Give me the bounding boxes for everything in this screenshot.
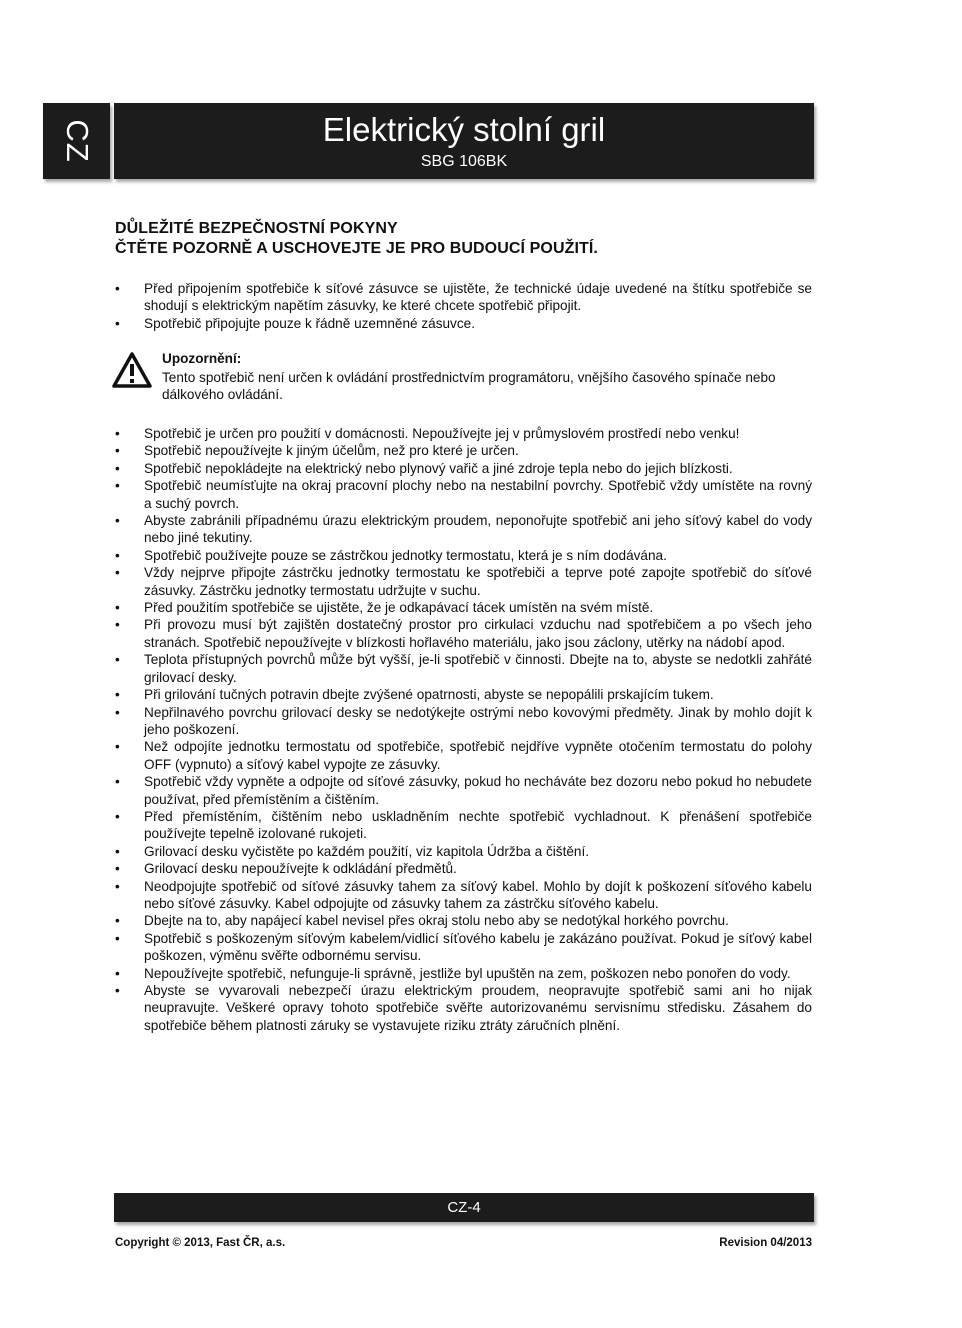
list-item: • Před připojením spotřebiče k síťové zásuvce se ujistěte, že technické údaje uvedené na štítku spotřebiče se shodují s elektrickým napětím zásuvky, ke které chcete spotřebič připojit. (115, 280, 812, 315)
safety-list-intro (115, 280, 812, 332)
language-tab (43, 103, 110, 179)
list-item: • Spotřebič připojujte pouze k řádně uzemněné zásuvce. (115, 315, 812, 332)
list-item: • Nepřilnavého povrchu grilovací desky se nedotýkejte ostrými nebo kovovými předměty. Jinak by mohlo dojít k jeho poškození. (115, 704, 812, 739)
list-item: • Abyste se vyvarovali nebezpečí úrazu elektrickým proudem, neopravujte spotřebič sami ani ho nijak neupravujte. Veškeré opravy tohoto spotřebiče svěřte autorizovanému servisnímu středisku. Zásahem do spotřebiče během platnosti záruky se vystavujete riziku ztráty záručních plnění. (115, 982, 812, 1034)
list-item: • Před přemístěním, čištěním nebo uskladněním nechte spotřebič vychladnout. K přenášení spotřebiče používejte tepelně izolované rukojeti. (115, 808, 812, 843)
list-item: • Nepoužívejte spotřebič, nefunguje-li správně, jestliže byl upuštěn na zem, poškozen nebo ponořen do vody. (115, 965, 812, 982)
warning-triangle-icon (112, 352, 152, 388)
list-item: • Spotřebič je určen pro použití v domácnosti. Nepoužívejte jej v průmyslovém prostředí nebo venku! (115, 425, 812, 442)
list-item: • Vždy nejprve připojte zástrčku jednotky termostatu ke spotřebiči a teprve poté zapojte spotřebič do síťové zásuvky. Zástrčku jednotky termostatu udržujte v suchu. (115, 564, 812, 599)
list-item: • Spotřebič nepokládejte na elektrický nebo plynový vařič a jiné zdroje tepla nebo do jejich blízkosti. (115, 460, 812, 477)
section-heading: DŮLEŽITÉ BEZPEČNOSTNÍ POKYNY (115, 220, 398, 237)
list-item: • Při provozu musí být zajištěn dostatečný prostor pro cirkulaci vzduchu nad spotřebičem a po všech jeho stranách. Spotřebič nepoužívejte v blízkosti hořlavého materiálu, jako jsou záclony, utěrky na nádobí apod. (115, 616, 812, 651)
page-title: Elektrický stolní gril (322, 111, 606, 148)
list-item: • Neodpojujte spotřebič od síťové zásuvky tahem za síťový kabel. Mohlo by dojít k poškození síťového kabelu nebo síťové zásuvky. Kabel odpojujte od zásuvky tahem za zástrčku síťového kabelu. (115, 878, 812, 913)
list-item: • Abyste zabránili případnému úrazu elektrickým proudem, neponořujte spotřebič ani jeho síťový kabel do vody nebo jiné tekutiny. (115, 512, 812, 547)
warning-label: Upozornění: (162, 351, 242, 366)
revision: Revision 04/2013 (719, 1237, 812, 1249)
list-item: • Spotřebič nepoužívejte k jiným účelům, než pro které je určen. (115, 442, 812, 459)
page-number-bar (114, 1193, 814, 1222)
page-number: CZ-4 (447, 1199, 481, 1216)
list-item: • Před použitím spotřebiče se ujistěte, že je odkapávací tácek umístěn na svém místě. (115, 599, 812, 616)
list-item: • Než odpojíte jednotku termostatu od spotřebiče, spotřebič nejdříve vypněte otočením termostatu do polohy OFF (vypnuto) a síťový kabel vypojte ze zásuvky. (115, 738, 812, 773)
list-item: • Spotřebič neumísťujte na okraj pracovní plochy nebo na nestabilní povrchy. Spotřebič vždy umístěte na rovný a suchý povrch. (115, 477, 812, 512)
model-number: SBG 106BK (420, 153, 508, 170)
list-item: • Spotřebič s poškozeným síťovým kabelem/vidlicí síťového kabelu je zakázáno používat. Pokud je síťový kabel poškozen, výměnu svěřte odbornému servisu. (115, 930, 812, 965)
list-item: • Teplota přístupných povrchů může být vyšší, je-li spotřebič v činnosti. Dbejte na to, abyste se nedotkli zahřáté grilovací desky. (115, 651, 812, 686)
safety-list-main (115, 425, 812, 1034)
list-item: • Při grilování tučných potravin dbejte zvýšené opatrnosti, abyste se nepopálili prskajícím tukem. (115, 686, 812, 703)
section-subheading: ČTĚTE POZORNĚ A USCHOVEJTE JE PRO BUDOUCÍ POUŽITÍ. (115, 240, 598, 257)
list-item: • Spotřebič vždy vypněte a odpojte od síťové zásuvky, pokud ho necháváte bez dozoru nebo pokud ho nebudete používat, před přemístěním a čištěním. (115, 773, 812, 808)
language-code: CZ (59, 119, 95, 163)
warning-text: Tento spotřebič není určen k ovládání prostřednictvím programátoru, vnějšího časového spínače nebo dálkového ovládání. (162, 370, 776, 403)
title-bar (114, 103, 814, 179)
list-item: • Grilovací desku nepoužívejte k odkládání předmětů. (115, 860, 812, 877)
list-item: • Grilovací desku vyčistěte po každém použití, viz kapitola Údržba a čištění. (115, 843, 812, 860)
list-item: • Spotřebič používejte pouze se zástrčkou jednotky termostatu, která je s ním dodávána. (115, 547, 812, 564)
copyright: Copyright © 2013, Fast ČR, a.s. (115, 1237, 286, 1249)
list-item: • Dbejte na to, aby napájecí kabel nevisel přes okraj stolu nebo aby se nedotýkal horkého povrchu. (115, 912, 812, 929)
warning-box (112, 351, 812, 407)
